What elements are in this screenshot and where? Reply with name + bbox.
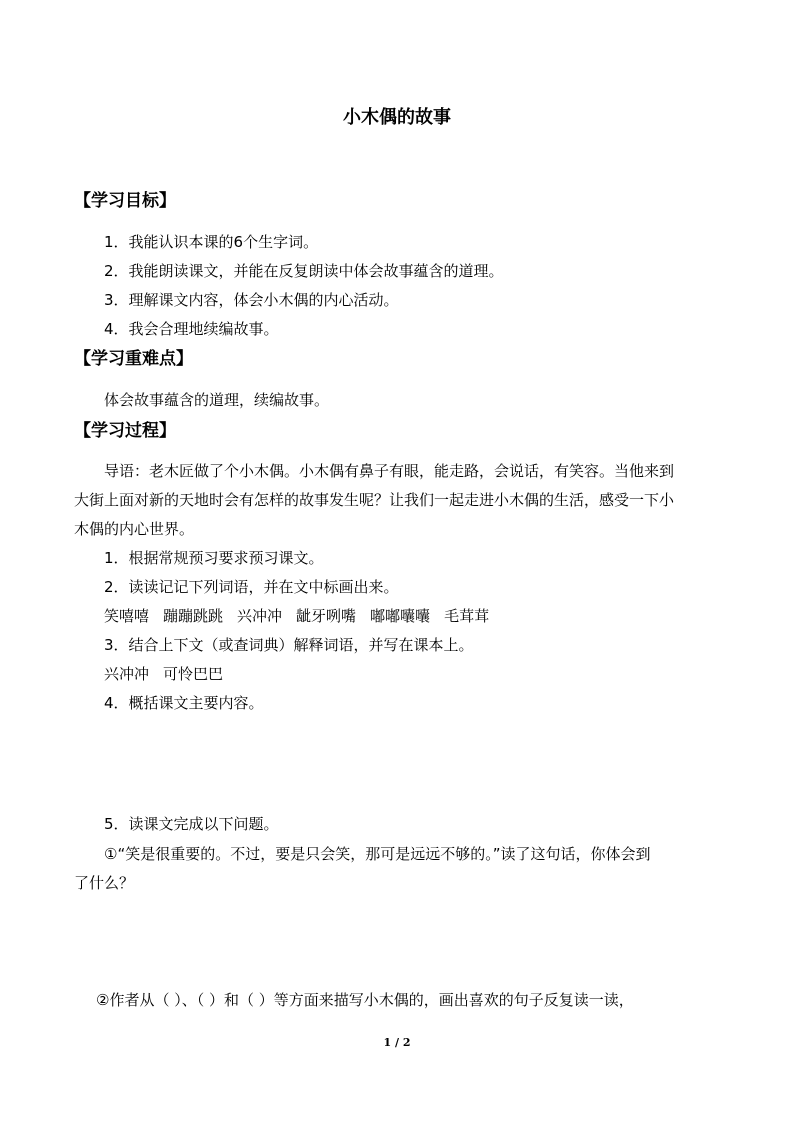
goals-heading: 【学习目标】 [74,191,176,211]
question-1-line-2: 了什么？ [74,874,135,892]
key-points-text: 体会故事蕴含的道理，续编故事。 [104,391,330,409]
document-title: 小木偶的故事 [343,107,451,128]
goal-item-3: 3．理解课文内容，体会小木偶的内心活动。 [104,291,399,309]
intro-line-2: 大街上面对新的天地时会有怎样的故事发生呢？让我们一起走进小木偶的生活，感受一下小 [74,491,675,509]
key-points-heading: 【学习重难点】 [74,349,193,369]
step-5: 5．读课文完成以下问题。 [104,815,279,833]
word-item: 龇牙咧嘴 [296,607,357,625]
word-item: 毛茸茸 [444,607,490,625]
step-3-word-list [104,664,237,684]
word-item: 蹦蹦跳跳 [163,607,224,625]
goal-item-2: 2．我能朗读课文，并能在反复朗读中体会故事蕴含的道理。 [104,262,504,280]
process-heading: 【学习过程】 [74,421,176,441]
step-3: 3．结合上下文（或查词典）解释词语，并写在课本上。 [104,636,474,654]
word-item: 兴冲冲 [237,607,283,625]
page-number: 1 / 2 [383,1036,411,1049]
intro-line-1: 导语：老木匠做了个小木偶。小木偶有鼻子有眼，能走路，会说话，有笑容。当他来到 [104,462,675,480]
step-2: 2．读读记记下列词语，并在文中标画出来。 [104,578,399,596]
question-2-line: ②作者从（ ）、（ ）和（ ）等方面来描写小木偶的，画出喜欢的句子反复读一读， [96,991,634,1009]
goal-item-4: 4．我会合理地续编故事。 [104,320,279,338]
word-item: 兴冲冲 [104,665,150,683]
step-1: 1．根据常规预习要求预习课文。 [104,549,324,567]
intro-line-3: 木偶的内心世界。 [74,520,195,538]
word-item: 可怜巴巴 [163,665,224,683]
word-item: 笑嘻嘻 [104,607,150,625]
step-4: 4．概括课文主要内容。 [104,694,264,712]
question-1-line-1: ①“笑是很重要的。不过，要是只会笑，那可是远远不够的。”读了这句话，你体会到 [104,845,651,863]
step-2-word-list [104,606,503,626]
goal-item-1: 1．我能认识本课的6个生字词。 [104,233,319,251]
word-item: 嘟嘟囔囔 [370,607,431,625]
